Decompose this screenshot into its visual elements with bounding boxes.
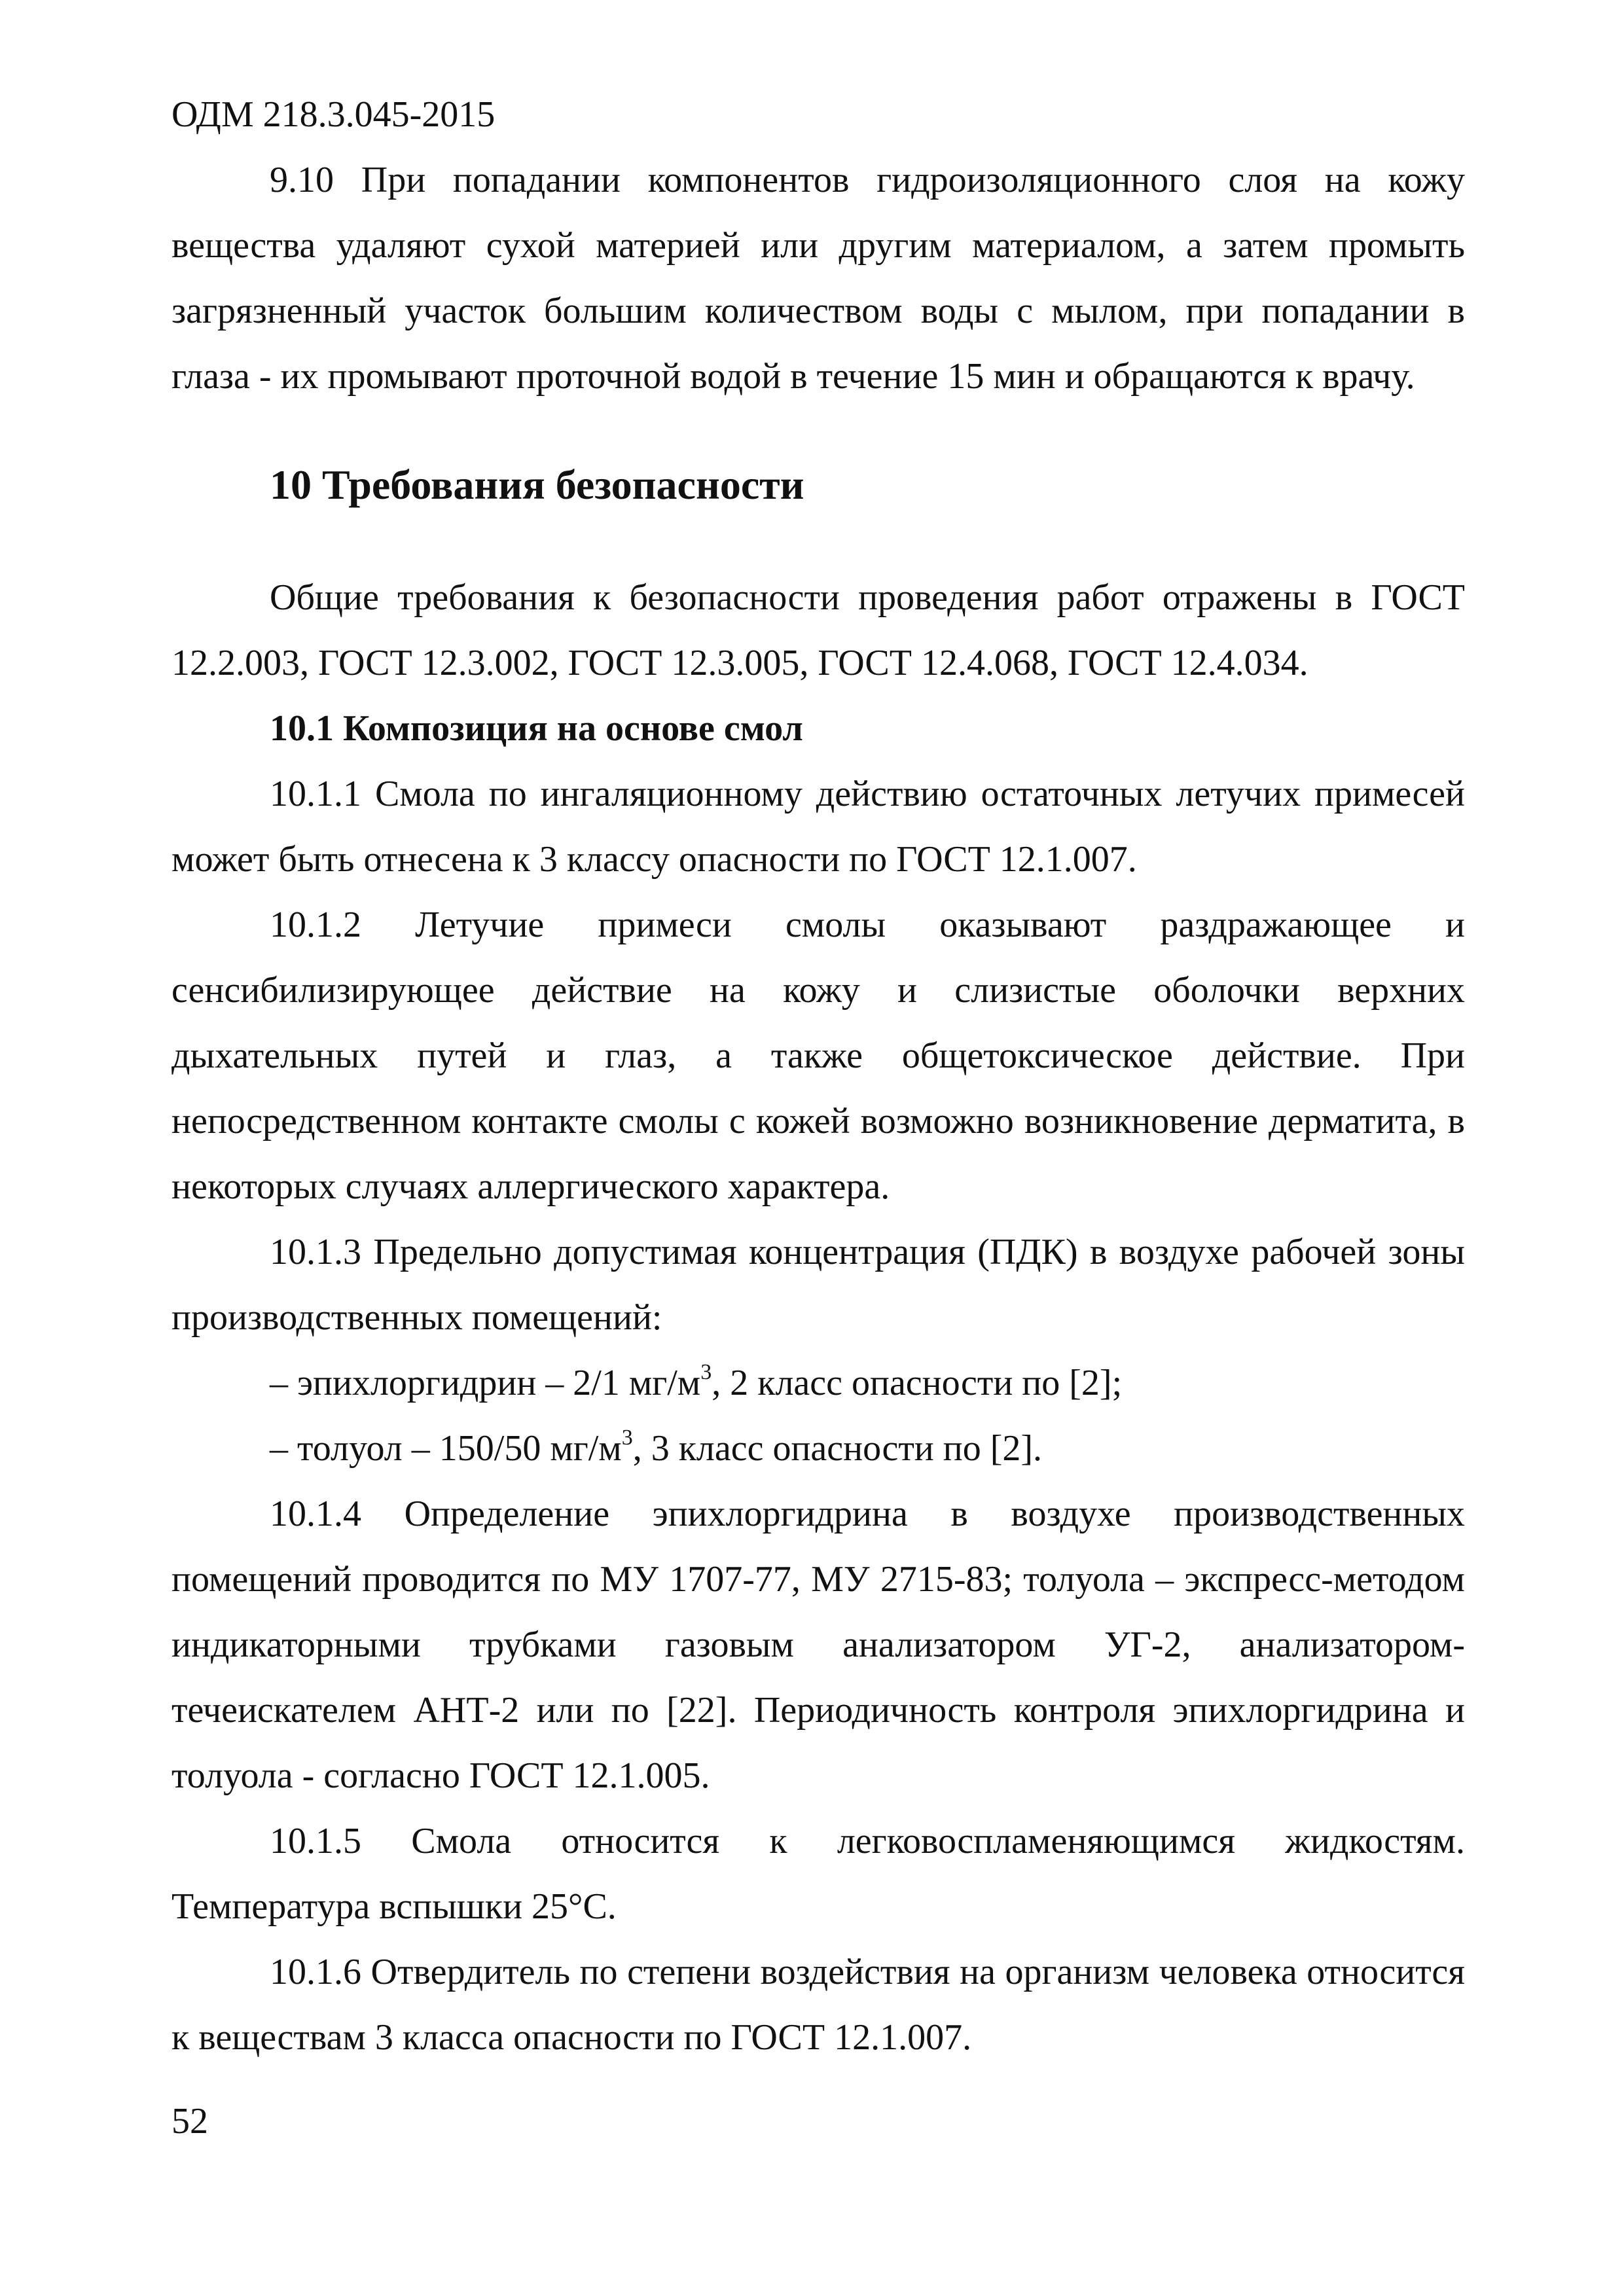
document-body [171, 147, 1465, 2070]
paragraph-10-1-4: 10.1.4 Определение эпихлоргидрина в воздухе производственных помещений проводится по МУ 1707-77, МУ 2715-83; толуола – экспресс-методом индикаторными трубками газовым анализатором УГ-2, анализатором-течеискателем АНТ-2 или по [22]. Периодичность контроля эпихлоргидрина и толуола - согласно ГОСТ 12.1.005. [171, 1494, 1465, 1796]
superscript-exponent: 3 [700, 1360, 712, 1384]
paragraph-10-1-3: 10.1.3 Предельно допустимая концентрация (ПДК) в воздухе рабочей зоны производственных помещений: [171, 1232, 1465, 1338]
paragraph-10-1-2: 10.1.2 Летучие примеси смолы оказывают раздражающее и сенсибилизирующее действие на кожу и слизистые оболочки верхних дыхательных путей и глаз, а также общетоксическое действие. При непосредственном контакте смолы с кожей возможно возникновение дерматита, в некоторых случаях аллергического характера. [171, 905, 1465, 1207]
paragraph-9-10: 9.10 При попадании компонентов гидроизоляционного слоя на кожу вещества удаляют сухой материей или другим материалом, а затем промыть загрязненный участок большим количеством воды с мылом, при попадании в глаза - их промывают проточной водой в течение 15 мин и обращаются к врачу. [171, 160, 1465, 397]
list-item-toluene [171, 1416, 1465, 1481]
document-code: ОДМ 218.3.045-2015 [171, 94, 496, 135]
paragraph-10-1-5: 10.1.5 Смола относится к легковоспламеняющимся жидкостям. Температура вспышки 25°С. [171, 1821, 1465, 1927]
list-item-text: – толуол – 150/50 мг/м [270, 1428, 622, 1469]
list-item-text: , 2 класс опасности по [2]; [712, 1363, 1123, 1403]
paragraph-10-1-1: 10.1.1 Смола по ингаляционному действию остаточных летучих примесей может быть отнесена к 3 классу опасности по ГОСТ 12.1.007. [171, 774, 1465, 880]
general-requirements-paragraph: Общие требования к безопасности проведения работ отражены в ГОСТ 12.2.003, ГОСТ 12.3.002, ГОСТ 12.3.005, ГОСТ 12.4.068, ГОСТ 12.4.034. [171, 577, 1465, 683]
subsection-10-1-heading: 10.1 Композиция на основе смол [270, 708, 803, 749]
list-item-epichlorohydrin [171, 1350, 1465, 1416]
list-item-text: , 3 класс опасности по [2]. [632, 1428, 1043, 1469]
list-item-text: – эпихлоргидрин – 2/1 мг/м [270, 1363, 701, 1403]
page-number: 52 [171, 2101, 208, 2142]
paragraph-10-1-6: 10.1.6 Отвердитель по степени воздействия на организм человека относится к веществам 3 класса опасности по ГОСТ 12.1.007. [171, 1952, 1465, 2058]
section-10-heading: 10 Требования безопасности [270, 461, 804, 508]
superscript-exponent: 3 [621, 1426, 633, 1450]
